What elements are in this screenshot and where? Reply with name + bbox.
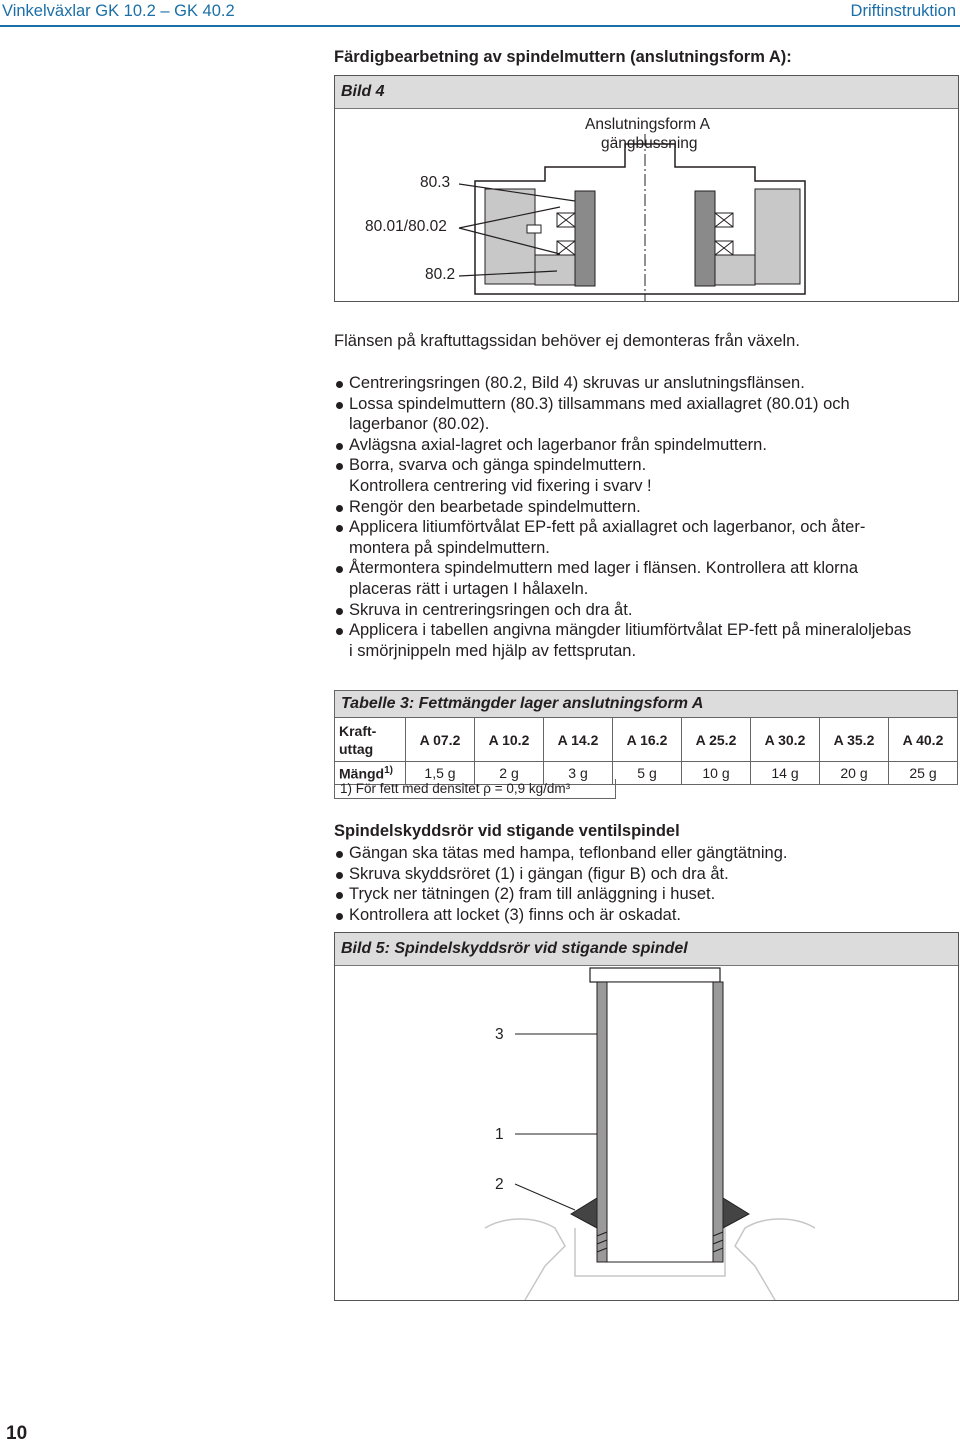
- table-row-label-kraftuttag: Kraft- uttag: [335, 718, 406, 762]
- document-title: Vinkelväxlar GK 10.2 – GK 40.2: [2, 2, 235, 20]
- table-cell: A 07.2: [406, 718, 475, 762]
- figure-4-caption: Bild 4: [335, 76, 958, 109]
- bullet-icon: [336, 913, 343, 920]
- figure-5-drawing: [335, 966, 958, 1300]
- table-cell: A 14.2: [544, 718, 613, 762]
- section-title-spindle-tube: Spindelskyddsrör vid stigande ventilspindel: [334, 822, 680, 840]
- bullet-icon: [336, 463, 343, 470]
- bullet-icon: [336, 566, 343, 573]
- table-cell: A 35.2: [820, 718, 889, 762]
- list-item: Applicera litiumförtvålat EP-fett på axiallagret och lagerbanor, och åter-: [334, 517, 959, 538]
- intro-paragraph: Flänsen på kraftuttagssidan behöver ej demonteras från växeln.: [334, 332, 800, 350]
- figure-5-label-1: 1: [495, 1126, 504, 1143]
- list-item: Skruva skyddsröret (1) i gängan (figur B) och dra åt.: [334, 864, 959, 885]
- bullet-icon: [336, 628, 343, 635]
- table-cell: 2 g: [475, 762, 544, 785]
- table-cell: A 40.2: [889, 718, 958, 762]
- bullet-icon: [336, 525, 343, 532]
- grease-table: [334, 690, 958, 785]
- table-footnote: 1) För fett med densitet ρ = 0,9 kg/dm³: [334, 779, 616, 799]
- section-title-finishing: Färdigbearbetning av spindelmuttern (anslutningsform A):: [334, 48, 792, 66]
- page-header: [0, 0, 960, 26]
- list-item: Centreringsringen (80.2, Bild 4) skruvas ur anslutningsflänsen.: [334, 373, 959, 394]
- list-item: Avlägsna axial-lagret och lagerbanor från spindelmuttern.: [334, 435, 959, 456]
- spindle-steps-list: [334, 843, 959, 925]
- table-cell: 20 g: [820, 762, 889, 785]
- table-cell: A 30.2: [751, 718, 820, 762]
- table-caption: Tabelle 3: Fettmängder lager anslutningsform A: [335, 691, 958, 718]
- page-number: 10: [6, 1423, 28, 1444]
- list-item: Applicera i tabellen angivna mängder litiumförtvålat EP-fett på mineraloljebas: [334, 620, 959, 641]
- table-cell: 10 g: [682, 762, 751, 785]
- document-type: Driftinstruktion: [850, 2, 956, 20]
- bullet-icon: [336, 443, 343, 450]
- bullet-icon: [336, 608, 343, 615]
- table-cell: 14 g: [751, 762, 820, 785]
- figure-4-label-80-2: 80.2: [425, 266, 456, 283]
- table-header-row: [335, 718, 958, 762]
- table-cell: A 16.2: [613, 718, 682, 762]
- table-caption-row: [335, 691, 958, 718]
- figure-5: [334, 932, 959, 1301]
- list-item: Tryck ner tätningen (2) fram till anläggning i huset.: [334, 884, 959, 905]
- list-item-continuation: i smörjnippeln med hjälp av fettsprutan.: [349, 641, 637, 660]
- table-cell: 3 g: [544, 762, 613, 785]
- header-rule: [0, 25, 960, 27]
- figure-4: [334, 75, 959, 302]
- table-cell: 5 g: [613, 762, 682, 785]
- list-item-continuation: placeras rätt i urtagen I hålaxeln.: [349, 579, 589, 598]
- bullet-icon: [336, 402, 343, 409]
- bullet-icon: [336, 851, 343, 858]
- list-item: Borra, svarva och gänga spindelmuttern.: [334, 455, 959, 476]
- table-cell: A 10.2: [475, 718, 544, 762]
- list-item-continuation: montera på spindelmuttern.: [349, 538, 550, 557]
- figure-4-title-line1: Anslutningsform A: [585, 116, 710, 133]
- figure-4-label-80-01: 80.01/80.02: [365, 218, 447, 235]
- table-row-label-mangd: Mängd$^{1)}$: [335, 762, 406, 785]
- list-item: Rengör den bearbetade spindelmuttern.: [334, 497, 959, 518]
- list-item-continuation: lagerbanor (80.02).: [349, 415, 490, 434]
- bullet-icon: [336, 872, 343, 879]
- list-item: Kontrollera att locket (3) finns och är oskadat.: [334, 905, 959, 926]
- figure-5-caption: Bild 5: Spindelskyddsrör vid stigande spindel: [335, 933, 958, 966]
- bullet-icon: [336, 381, 343, 388]
- figure-5-label-3: 3: [495, 1026, 504, 1043]
- list-item: Lossa spindelmuttern (80.3) tillsammans med axiallagret (80.01) och: [334, 394, 959, 415]
- figure-4-title-line2: gängbussning: [601, 135, 698, 152]
- table-cell: 25 g: [889, 762, 958, 785]
- finishing-steps-list: [334, 373, 959, 661]
- table-cell: 1,5 g: [406, 762, 475, 785]
- list-item: Återmontera spindelmuttern med lager i flänsen. Kontrollera att klorna: [334, 558, 959, 579]
- list-item-continuation: Kontrollera centrering vid fixering i svarv !: [349, 476, 652, 495]
- list-item: Gängan ska tätas med hampa, teflonband eller gängtätning.: [334, 843, 959, 864]
- list-item: Skruva in centreringsringen och dra åt.: [334, 600, 959, 621]
- figure-4-label-80-3: 80.3: [420, 174, 451, 191]
- figure-5-label-2: 2: [495, 1176, 504, 1193]
- bullet-icon: [336, 505, 343, 512]
- table-cell: A 25.2: [682, 718, 751, 762]
- bullet-icon: [336, 892, 343, 899]
